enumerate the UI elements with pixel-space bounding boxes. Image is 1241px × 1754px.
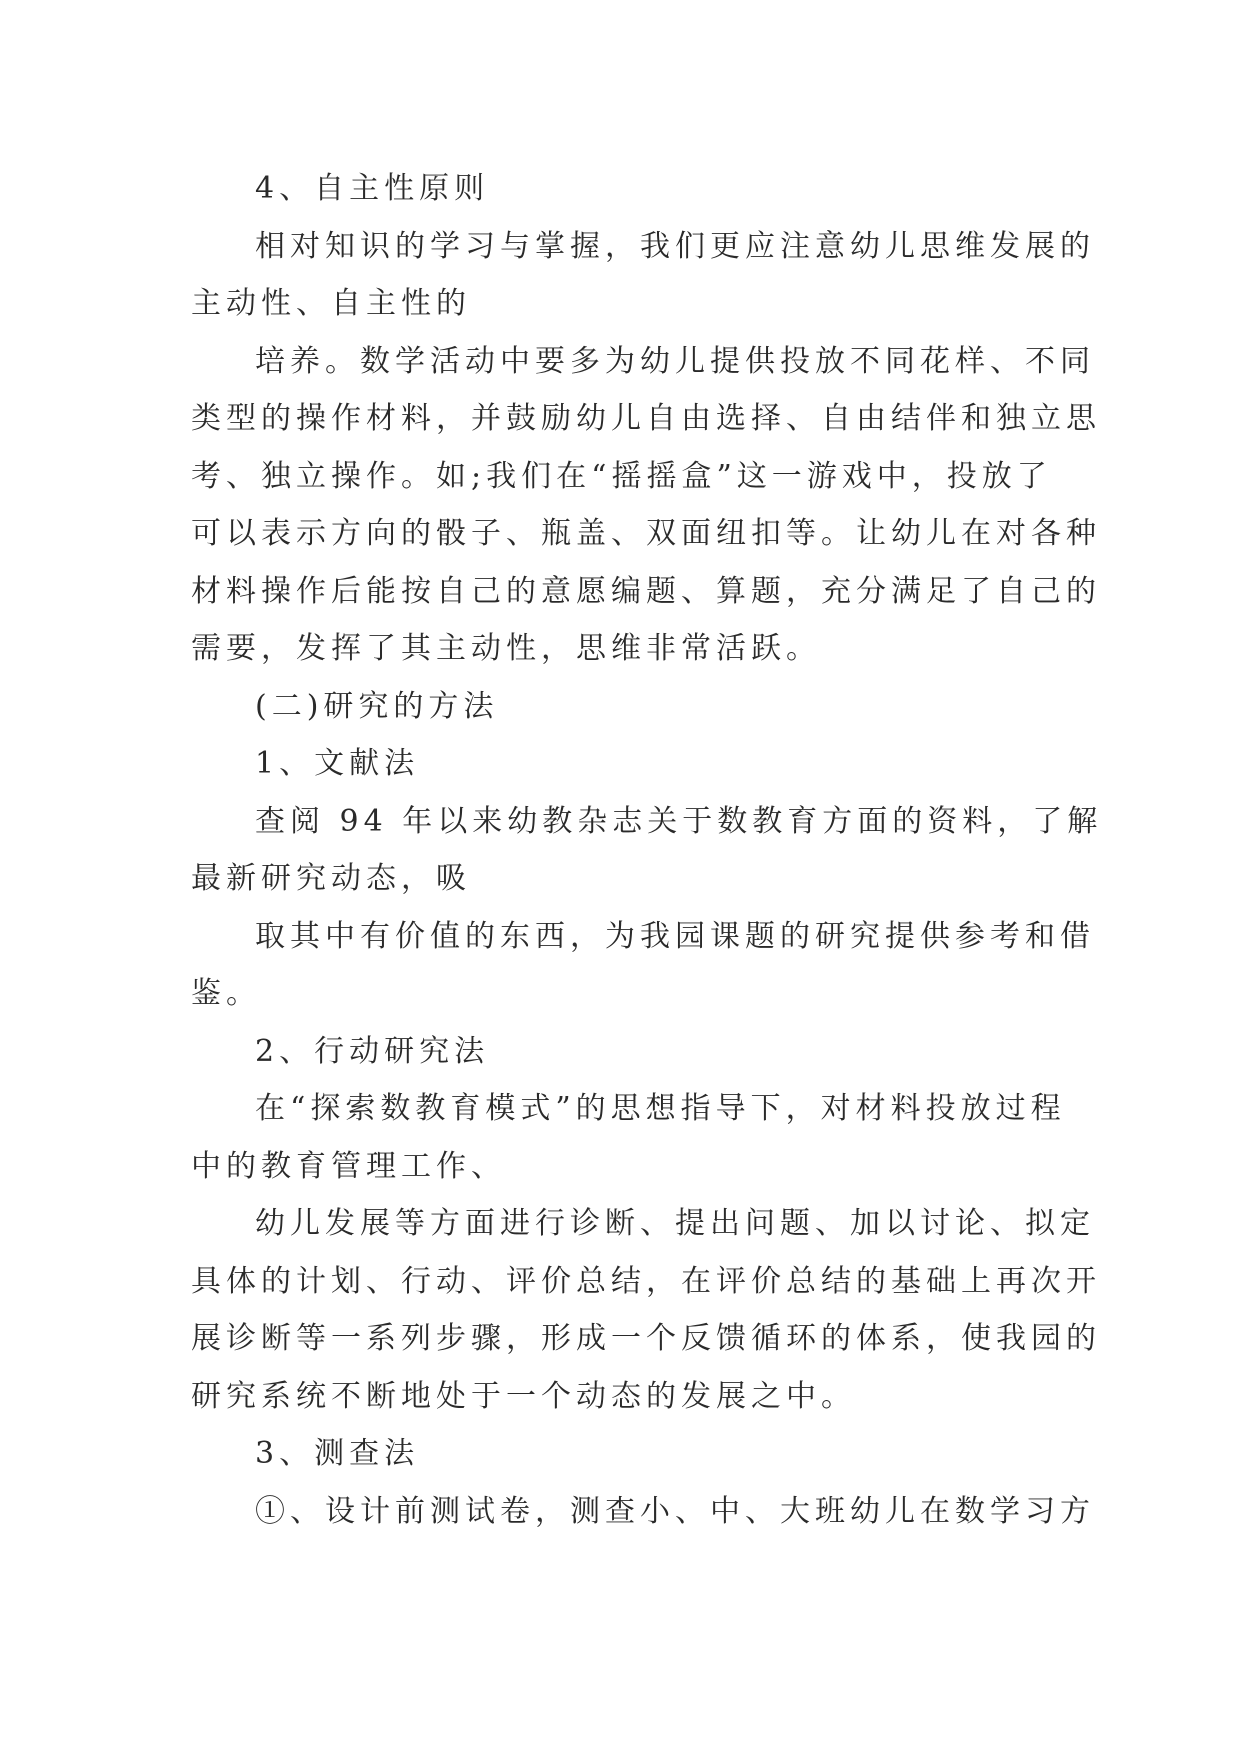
paragraph-line: 材料操作后能按自己的意愿编题、算题，充分满足了自己的 — [191, 573, 1101, 609]
heading-survey-method: 3、测查法 — [255, 1436, 420, 1471]
paragraph-line: 展诊断等一系列步骤，形成一个反馈循环的体系，使我园的 — [191, 1321, 1101, 1356]
paragraph-line: 鉴。 — [191, 976, 261, 1011]
heading-action-research-method: 2、行动研究法 — [255, 1033, 490, 1069]
paragraph-line: 中的教育管理工作、 — [191, 1148, 506, 1184]
paragraph-line: 可以表示方向的骰子、瓶盖、双面纽扣等。让幼儿在对各种 — [191, 516, 1101, 551]
section-heading-research-methods: (二)研究的方法 — [255, 688, 499, 724]
paragraph-line: 最新研究动态，吸 — [191, 861, 471, 896]
paragraph-line: 考、独立操作。如;我们在“摇摇盒”这一游戏中，投放了 — [191, 458, 1052, 494]
paragraph-line: ①、设计前测试卷，测查小、中、大班幼儿在数学习方 — [255, 1493, 1095, 1529]
paragraph-line: 类型的操作材料，并鼓励幼儿自由选择、自由结伴和独立思 — [191, 401, 1101, 436]
paragraph-line: 在“探索数教育模式”的思想指导下，对材料投放过程 — [255, 1091, 1066, 1126]
paragraph-line: 查阅 94 年以来幼教杂志关于数教育方面的资料，了解 — [255, 803, 1103, 839]
heading-literature-method: 1、文献法 — [255, 746, 420, 781]
paragraph-line: 幼儿发展等方面进行诊断、提出问题、加以讨论、拟定 — [255, 1206, 1095, 1241]
paragraph-line: 需要，发挥了其主动性，思维非常活跃。 — [191, 631, 821, 666]
paragraph-line: 具体的计划、行动、评价总结，在评价总结的基础上再次开 — [191, 1263, 1101, 1299]
paragraph-line: 研究系统不断地处于一个动态的发展之中。 — [191, 1378, 856, 1414]
paragraph-line: 取其中有价值的东西，为我园课题的研究提供参考和借 — [255, 918, 1095, 954]
paragraph-line: 主动性、自主性的 — [191, 286, 471, 321]
document-body — [191, 160, 1103, 1540]
paragraph-line: 培养。数学活动中要多为幼儿提供投放不同花样、不同 — [255, 343, 1095, 379]
paragraph-line: 相对知识的学习与掌握，我们更应注意幼儿思维发展的 — [255, 228, 1095, 264]
heading-autonomy-principle: 4、自主性原则 — [255, 171, 490, 206]
